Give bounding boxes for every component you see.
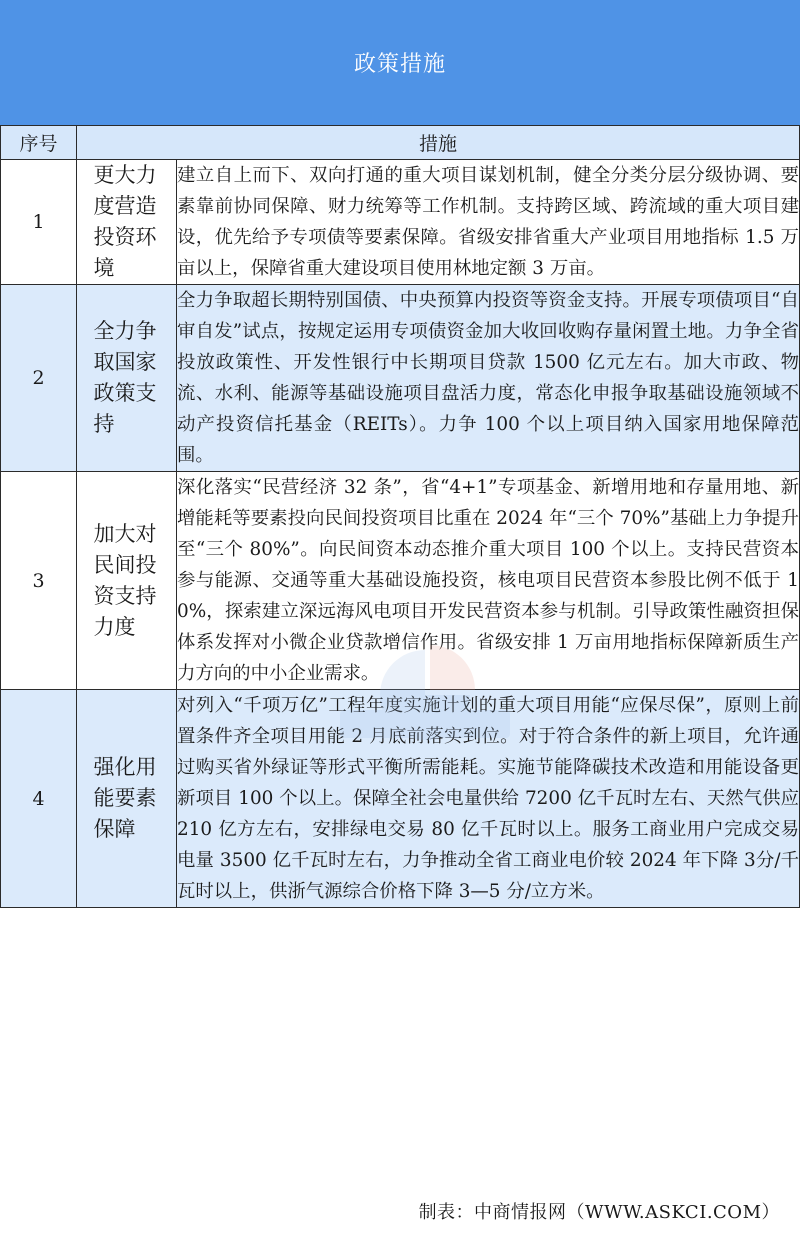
row-content: 建立自上而下、双向打通的重大项目谋划机制，健全分类分层分级协调、要素靠前协同保障、财力统筹等工作机制。支持跨区域、跨流域的重大项目建设，优先给予专项债等要素保障。省级安排省重大产业项目用地指标 1.5 万亩以上，保障省重大建设项目使用林地定额 3 万亩。 [177,160,800,285]
source-note: 制表：中商情报网（WWW.ASKCI.COM） [418,1202,780,1223]
column-header-index: 序号 [1,126,77,160]
table-header-row [1,126,800,160]
table-row [1,285,800,472]
row-category: 更大力度营造投资环境 [93,163,157,280]
row-index: 2 [1,285,77,472]
row-index: 4 [1,690,77,908]
measures-table [0,125,800,908]
table-title: 政策措施 [353,52,446,77]
row-index: 1 [1,160,77,285]
table-row [1,690,800,908]
row-category: 全力争取国家政策支持 [93,319,157,436]
table-row [1,160,800,285]
row-content: 对列入“千项万亿”工程年度实施计划的重大项目用能“应保尽保”，原则上前置条件齐全项目用能 2 月底前落实到位。对于符合条件的新上项目，允许通过购买省外绿证等形式平衡所需能耗。实施节能降碳技术改造和用能设备更新项目 100 个以上。保障全社会电量供给 7200 亿千瓦时左右、天然气供应 210 亿方左右，安排绿电交易 80 亿千瓦时以上。服务工商业用户完成交易电量 3500 亿千瓦时左右，力争推动全省工商业电价较 2024 年下降 3分/千瓦时以上，供浙气源综合价格下降 3—5 分/立方米。 [177,690,800,908]
table-title-bar [0,0,800,125]
row-category: 加大对民间投资支持力度 [93,521,157,639]
table-row [1,472,800,690]
row-index: 3 [1,472,77,690]
row-category: 强化用能要素保障 [93,755,157,841]
column-header-measures: 措施 [77,126,800,160]
row-content: 全力争取超长期特别国债、中央预算内投资等资金支持。开展专项债项目“自审自发”试点，按规定运用专项债资金加大收回收购存量闲置土地。力争全省投放政策性、开发性银行中长期项目贷款 1500 亿元左右。加大市政、物流、水利、能源等基础设施项目盘活力度，常态化申报争取基础设施领域不动产投资信托基金（REITs）。力争 100 个以上项目纳入国家用地保障范围。 [177,285,800,472]
row-content: 深化落实“民营经济 32 条”，省“4+1”专项基金、新增用地和存量用地、新增能耗等要素投向民间投资项目比重在 2024 年“三个 70%”基础上力争提升至“三个 80%”。向民间资本动态推介重大项目 100 个以上。支持民营资本参与能源、交通等重大基础设施投资，核电项目民营资本参股比例不低于 10%，探索建立深远海风电项目开发民营资本参与机制。引导政策性融资担保体系发挥对小微企业贷款增信作用。省级安排 1 万亩用地指标保障新质生产力方向的中小企业需求。 [177,472,800,690]
